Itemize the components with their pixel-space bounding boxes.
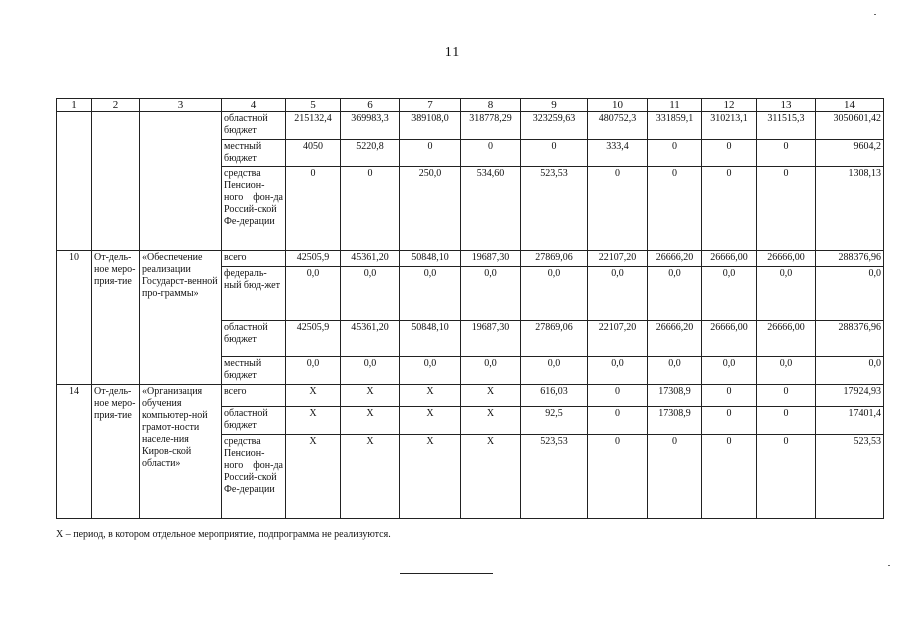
page-number: 11 [444,45,461,60]
value-cell: 0,0 [341,357,400,385]
value-cell: 27869,06 [521,251,588,267]
scan-speck [874,14,876,15]
value-cell: 0,0 [521,357,588,385]
value-cell: 0 [702,407,757,435]
value-cell: X [400,407,461,435]
value-cell: 0,0 [816,267,884,321]
value-cell: 480752,3 [588,112,648,140]
value-cell: 26666,00 [757,251,816,267]
value-cell: X [286,407,341,435]
funding-source: областной бюджет [222,321,286,357]
column-header: 10 [588,99,648,112]
funding-source: областной бюджет [222,112,286,140]
value-cell: 27869,06 [521,321,588,357]
value-cell: 0 [648,140,702,167]
value-cell: 0,0 [648,267,702,321]
value-cell: 0,0 [702,357,757,385]
value-cell: 0,0 [400,357,461,385]
value-cell: 50848,10 [400,251,461,267]
value-cell: 0,0 [521,267,588,321]
value-cell: 0 [702,140,757,167]
measure-name [140,112,222,251]
value-cell: 0 [757,435,816,519]
value-cell: 17924,93 [816,385,884,407]
value-cell: 0 [702,435,757,519]
table-row [57,385,884,407]
measure-number: 10 [57,251,92,385]
value-cell: 0,0 [757,267,816,321]
value-cell: 310213,1 [702,112,757,140]
measure-name: «Организация обучения компьютер-ной грамот-ности населе-ния Киров-ской области» [140,385,222,519]
value-cell: 0,0 [286,357,341,385]
value-cell: 19687,30 [461,321,521,357]
value-cell: 389108,0 [400,112,461,140]
value-cell: 50848,10 [400,321,461,357]
value-cell: 9604,2 [816,140,884,167]
value-cell: 22107,20 [588,251,648,267]
value-cell: 369983,3 [341,112,400,140]
budget-table [56,98,884,519]
table-header-row [57,99,884,112]
value-cell: X [341,385,400,407]
column-header: 4 [222,99,286,112]
value-cell: 19687,30 [461,251,521,267]
value-cell: 0 [286,167,341,251]
value-cell: X [286,385,341,407]
value-cell: X [400,435,461,519]
value-cell: 17401,4 [816,407,884,435]
value-cell: 0,0 [757,357,816,385]
value-cell: 0 [588,407,648,435]
value-cell: 0 [341,167,400,251]
value-cell: 0 [702,385,757,407]
value-cell: 0,0 [286,267,341,321]
funding-source: средства Пенсион-ного фон-да Россий-ской Фе-дерации [222,167,286,251]
value-cell: 0 [757,140,816,167]
value-cell: 0 [588,385,648,407]
value-cell: X [400,385,461,407]
value-cell: 26666,00 [702,251,757,267]
value-cell: 323259,63 [521,112,588,140]
funding-source: всего [222,385,286,407]
measure-number [57,112,92,251]
value-cell: 45361,20 [341,251,400,267]
value-cell: 311515,3 [757,112,816,140]
value-cell: 0,0 [816,357,884,385]
measure-type: От-дель-ное меро-прия-тие [92,251,140,385]
value-cell: 0 [648,167,702,251]
column-header: 7 [400,99,461,112]
value-cell: 0 [400,140,461,167]
value-cell: 0 [521,140,588,167]
value-cell: 0 [702,167,757,251]
value-cell: 22107,20 [588,321,648,357]
value-cell: 42505,9 [286,321,341,357]
value-cell: 5220,8 [341,140,400,167]
value-cell: 0 [648,435,702,519]
value-cell: 331859,1 [648,112,702,140]
value-cell: 0 [588,167,648,251]
table-row [57,112,884,140]
value-cell: 288376,96 [816,251,884,267]
measure-type: От-дель-ное меро-прия-тие [92,385,140,519]
column-header: 6 [341,99,400,112]
value-cell: 0 [757,167,816,251]
value-cell: 92,5 [521,407,588,435]
value-cell: 1308,13 [816,167,884,251]
column-header: 11 [648,99,702,112]
value-cell: 250,0 [400,167,461,251]
value-cell: X [461,435,521,519]
value-cell: 0,0 [648,357,702,385]
value-cell: 0,0 [341,267,400,321]
column-header: 2 [92,99,140,112]
column-header: 12 [702,99,757,112]
value-cell: 318778,29 [461,112,521,140]
value-cell: 0,0 [588,357,648,385]
value-cell: X [461,385,521,407]
measure-type [92,112,140,251]
value-cell: 0,0 [461,357,521,385]
funding-source: федераль-ный бюд-жет [222,267,286,321]
value-cell: 0,0 [400,267,461,321]
value-cell: 534,60 [461,167,521,251]
value-cell: 0 [757,385,816,407]
funding-source: средства Пенсион-ного фон-да Россий-ской Фе-дерации [222,435,286,519]
value-cell: 523,53 [521,435,588,519]
value-cell: 17308,9 [648,385,702,407]
value-cell: 288376,96 [816,321,884,357]
value-cell: 215132,4 [286,112,341,140]
value-cell: 4050 [286,140,341,167]
funding-source: всего [222,251,286,267]
funding-source: местный бюджет [222,140,286,167]
column-header: 3 [140,99,222,112]
value-cell: X [461,407,521,435]
value-cell: 26666,20 [648,321,702,357]
value-cell: 26666,00 [702,321,757,357]
table-row [57,251,884,267]
value-cell: X [341,407,400,435]
separator-line [400,573,493,574]
value-cell: 42505,9 [286,251,341,267]
value-cell: 0,0 [461,267,521,321]
value-cell: 26666,00 [757,321,816,357]
value-cell: 26666,20 [648,251,702,267]
column-header: 9 [521,99,588,112]
measure-name: «Обеспечение реализации Государст-венной про-граммы» [140,251,222,385]
value-cell: 0 [757,407,816,435]
footnote: X – период, в котором отдельное мероприятие, подпрограмма не реализуются. [56,529,391,540]
value-cell: 523,53 [521,167,588,251]
value-cell: 0,0 [702,267,757,321]
value-cell: 616,03 [521,385,588,407]
value-cell: X [286,435,341,519]
scan-speck [888,565,890,566]
funding-source: областной бюджет [222,407,286,435]
value-cell: 17308,9 [648,407,702,435]
value-cell: 3050601,42 [816,112,884,140]
value-cell: X [341,435,400,519]
value-cell: 523,53 [816,435,884,519]
value-cell: 0,0 [588,267,648,321]
column-header: 13 [757,99,816,112]
column-header: 14 [816,99,884,112]
value-cell: 0 [461,140,521,167]
column-header: 8 [461,99,521,112]
funding-source: местный бюджет [222,357,286,385]
measure-number: 14 [57,385,92,519]
value-cell: 45361,20 [341,321,400,357]
value-cell: 333,4 [588,140,648,167]
column-header: 5 [286,99,341,112]
value-cell: 0 [588,435,648,519]
column-header: 1 [57,99,92,112]
